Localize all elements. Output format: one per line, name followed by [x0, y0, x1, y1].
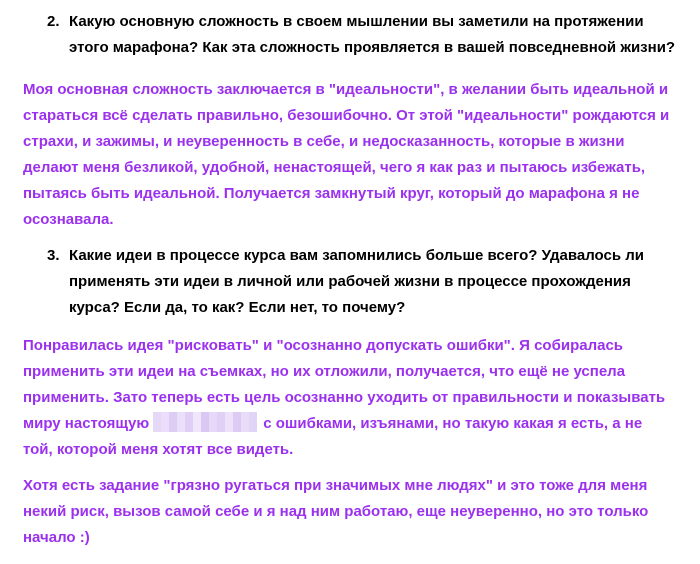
answer-line: некий риск, вызов самой себе и я над ним работаю, еще неуверенно, но это только	[23, 503, 649, 520]
answer-1	[23, 77, 693, 233]
text-before-redaction: миру настоящую	[23, 415, 150, 432]
answer-line: пытаясь быть идеальной. Получается замкнутый круг, который до марафона я не	[23, 185, 640, 202]
answer-line: применить эти идеи на съемках, но их отложили, получается, что ещё не успела	[23, 363, 626, 380]
answer-line: Хотя есть задание "грязно ругаться при значимых мне людях" и это тоже для меня	[23, 477, 648, 494]
answer-line: применить. Зато теперь есть цель осознанно уходить от правильности и показывать	[23, 389, 666, 406]
question-line: этого марафона? Как эта сложность проявляется в вашей повседневной жизни?	[69, 39, 676, 56]
question-number: 2.	[47, 13, 60, 30]
answer-line: Понравилась идея "рисковать" и "осознанно допускать ошибки". Я собиралась	[23, 337, 624, 354]
question-text	[69, 243, 694, 321]
answer-2	[23, 333, 693, 463]
answer-line: делают меня безликой, удобной, ненастоящей, чего я как раз и пытаюсь избежать,	[23, 159, 646, 176]
answer-line: той, которой меня хотят все видеть.	[23, 441, 294, 458]
answer-line-redacted	[23, 411, 693, 437]
answer-line: осознавала.	[23, 211, 114, 228]
question-text	[69, 9, 694, 61]
answer-line: стараться всё сделать правильно, безошибочно. От этой "идеальности" рождаются и	[23, 107, 670, 124]
answer-line: начало :)	[23, 529, 90, 546]
answer-line: Моя основная сложность заключается в "идеальности", в желании быть идеальной и	[23, 81, 669, 98]
text-after-redaction: с ошибками, изъянами, но такую какая я есть, а не	[263, 415, 643, 432]
question-line: Какие идеи в процессе курса вам запомнились больше всего? Удавалось ли	[69, 247, 644, 264]
answer-line: страхи, и зажимы, и неуверенность в себе, и недосказанность, которые в жизни	[23, 133, 625, 150]
redacted-blur	[153, 412, 257, 432]
question-number: 3.	[47, 247, 60, 264]
question-line: применять эти идеи в личной или рабочей жизни в процессе прохождения	[69, 273, 631, 290]
question-line: курса? Если да, то как? Если нет, то почему?	[69, 299, 406, 316]
answer-3	[23, 473, 693, 551]
question-line: Какую основную сложность в своем мышлении вы заметили на протяжении	[69, 13, 644, 30]
